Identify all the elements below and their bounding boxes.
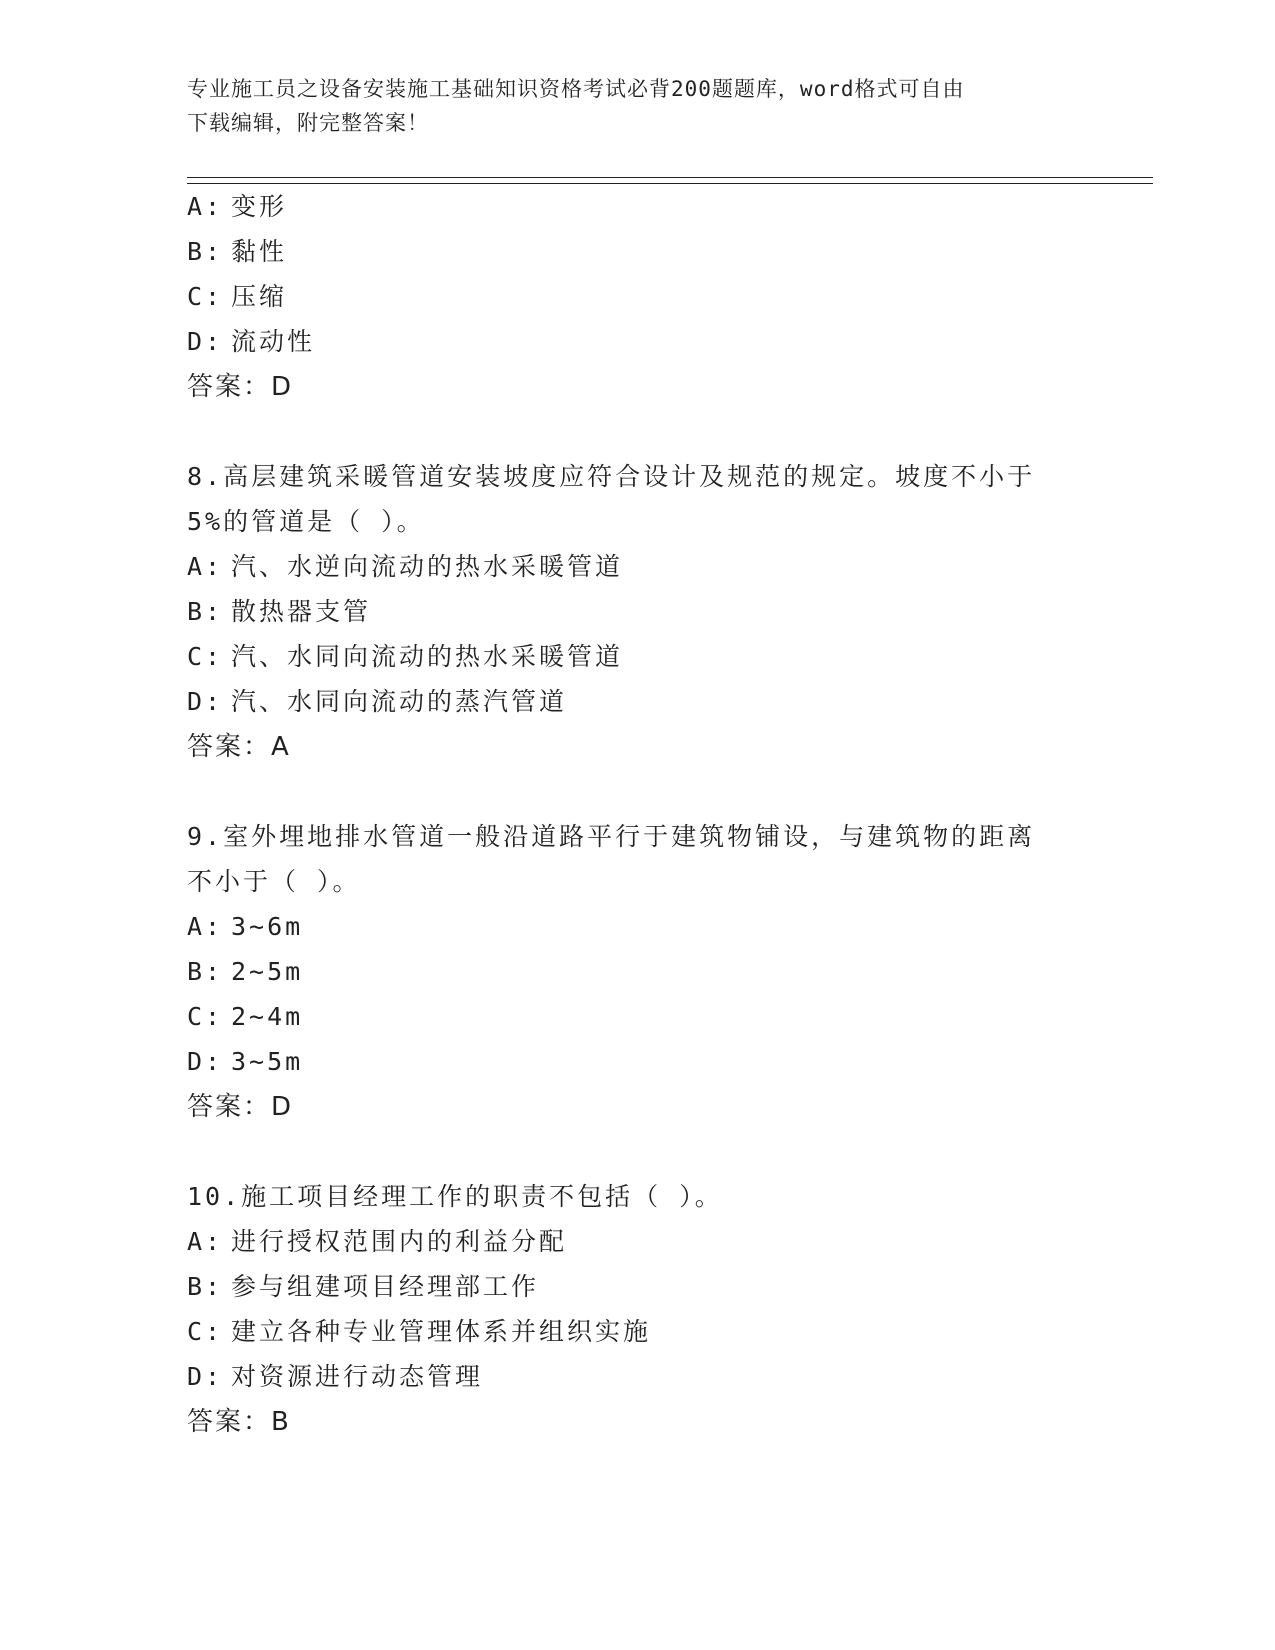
- header-line-2: 下载编辑，附完整答案！: [187, 111, 429, 135]
- q7-option-d: [187, 325, 315, 359]
- q9-option-a: [187, 910, 303, 944]
- option-letter: A:: [187, 552, 224, 581]
- option-text: 压缩: [231, 282, 288, 311]
- option-text: 进行授权范围内的利益分配: [231, 1227, 568, 1256]
- document-header: [187, 72, 1067, 140]
- q10-option-c: [187, 1315, 651, 1349]
- option-letter: A:: [187, 1227, 224, 1256]
- q8-question-line-2: 5%的管道是（ ）。: [187, 507, 425, 536]
- option-text: 流动性: [231, 327, 316, 356]
- option-letter: A:: [187, 912, 224, 941]
- option-text: 建立各种专业管理体系并组织实施: [231, 1317, 652, 1346]
- q8-answer: 答案：A: [187, 732, 291, 762]
- option-text: 对资源进行动态管理: [231, 1362, 484, 1391]
- q9-question-line-1: 9.室外埋地排水管道一般沿道路平行于建筑物铺设，与建筑物的距离: [187, 822, 1036, 851]
- q7-option-b: [187, 235, 287, 269]
- q8-option-b: [187, 595, 371, 629]
- q10-option-d: [187, 1360, 483, 1394]
- option-text: 2~5m: [231, 957, 304, 986]
- option-letter: C:: [187, 642, 224, 671]
- q9-option-c: [187, 1000, 303, 1034]
- option-text: 3~5m: [231, 1047, 304, 1076]
- q7-option-a: [187, 190, 287, 224]
- option-letter: B:: [187, 597, 224, 626]
- option-letter: B:: [187, 957, 224, 986]
- q9-answer: 答案：D: [187, 1092, 294, 1122]
- option-text: 3~6m: [231, 912, 304, 941]
- q8-option-c: [187, 640, 623, 674]
- q8-option-d: [187, 685, 567, 719]
- option-text: 2~4m: [231, 1002, 304, 1031]
- option-letter: C:: [187, 1002, 224, 1031]
- header-divider-bottom: [187, 183, 1153, 184]
- option-text: 参与组建项目经理部工作: [231, 1272, 540, 1301]
- option-text: 汽、水逆向流动的热水采暖管道: [231, 552, 624, 581]
- option-text: 汽、水同向流动的热水采暖管道: [231, 642, 624, 671]
- option-letter: A:: [187, 192, 224, 221]
- option-letter: D:: [187, 1362, 224, 1391]
- option-letter: B:: [187, 1272, 224, 1301]
- option-letter: D:: [187, 687, 224, 716]
- q8-option-a: [187, 550, 623, 584]
- option-letter: C:: [187, 282, 224, 311]
- q9-option-d: [187, 1045, 303, 1079]
- q10-answer: 答案：B: [187, 1407, 291, 1437]
- option-letter: C:: [187, 1317, 224, 1346]
- option-letter: B:: [187, 237, 224, 266]
- q10-option-a: [187, 1225, 567, 1259]
- q9-question-line-2: 不小于（ ）。: [187, 867, 361, 896]
- option-text: 散热器支管: [231, 597, 372, 626]
- q7-option-c: [187, 280, 287, 314]
- q9-option-b: [187, 955, 303, 989]
- q10-question-line-1: 10.施工项目经理工作的职责不包括（ ）。: [187, 1182, 723, 1211]
- header-line-1: 专业施工员之设备安装施工基础知识资格考试必背200题题库，word格式可自由: [187, 77, 965, 101]
- q7-answer: 答案：D: [187, 372, 294, 402]
- option-letter: D:: [187, 327, 224, 356]
- option-text: 黏性: [231, 237, 288, 266]
- option-text: 汽、水同向流动的蒸汽管道: [231, 687, 568, 716]
- option-text: 变形: [231, 192, 288, 221]
- q8-question-line-1: 8.高层建筑采暖管道安装坡度应符合设计及规范的规定。坡度不小于: [187, 462, 1036, 491]
- option-letter: D:: [187, 1047, 224, 1076]
- header-divider-top: [187, 177, 1153, 178]
- q10-option-b: [187, 1270, 539, 1304]
